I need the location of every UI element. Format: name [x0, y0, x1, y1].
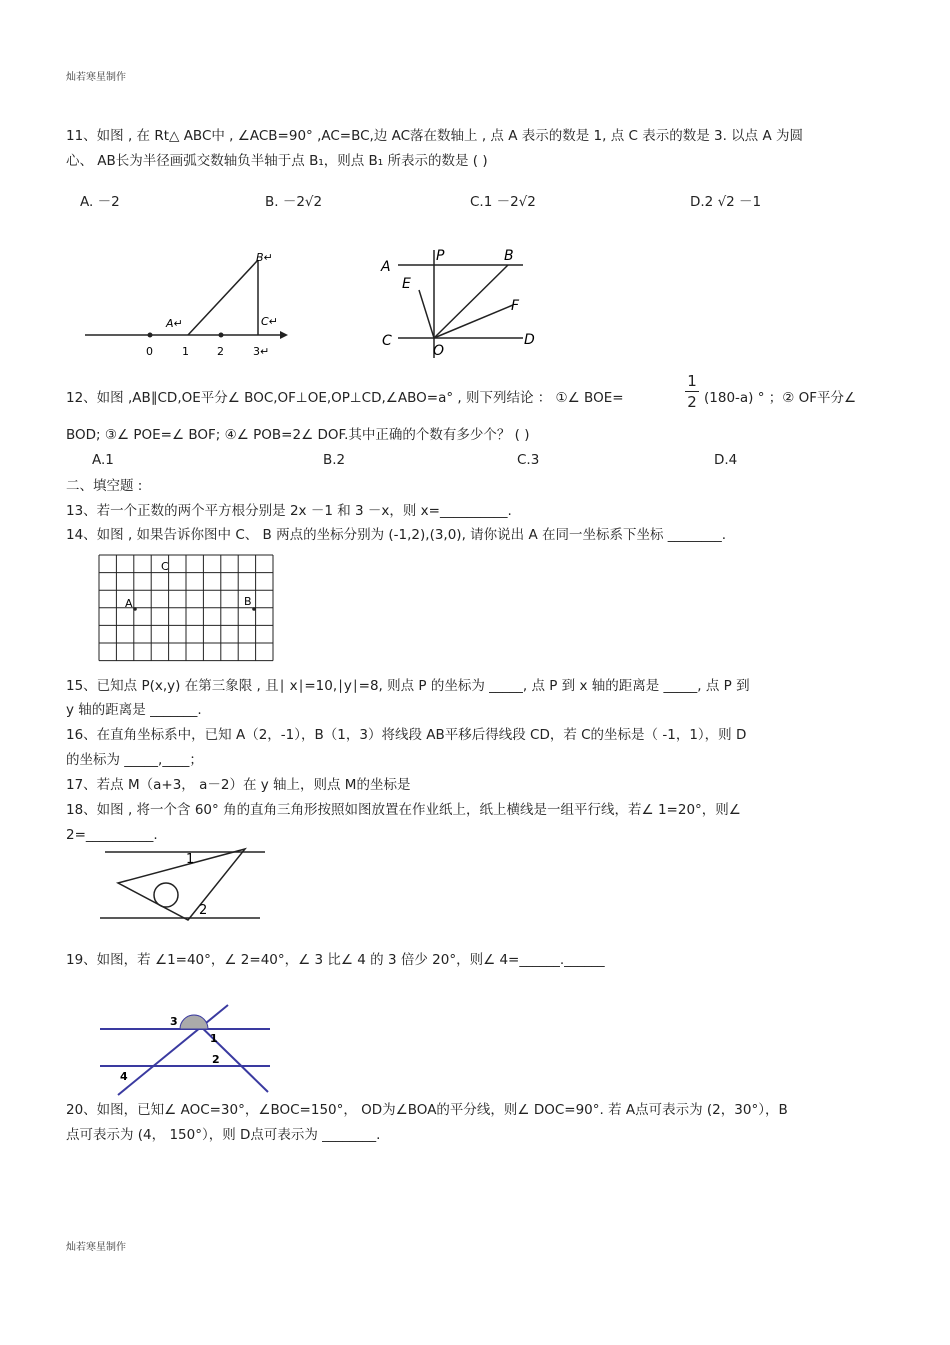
- q11-angle-figure: [378, 240, 548, 365]
- q14-grid-label-b: B: [244, 595, 252, 608]
- q15-line2: y 轴的距离是 _______.: [66, 702, 202, 718]
- q11-number-line-figure: [80, 245, 290, 365]
- q11-fig1-label-b: B↵: [256, 251, 273, 264]
- q11-fig2-label-a: A: [381, 259, 391, 275]
- q11-fig2-label-e: E: [402, 276, 411, 292]
- q11-fig2-label-f: F: [511, 298, 520, 314]
- q20-line2: 点可表示为 (4， 150°），则 D点可表示为 ________.: [66, 1127, 381, 1143]
- q14-grid-label-a: A: [125, 597, 133, 610]
- q11-fig2-label-p: P: [436, 248, 445, 264]
- q12-fraction-denominator: 2: [687, 393, 697, 411]
- q11-line1: 11、如图 , 在 Rt△ ABC中 , ∠ACB=90° ,AC=BC,边 AC落在数轴上 , 点 A 表示的数是 1, 点 C 表示的数是 3. 以点 A 为圆: [66, 128, 803, 144]
- q18-fig-label-1: 1: [186, 852, 195, 867]
- q19-text: 19、如图，若 ∠1=40°，∠ 2=40°，∠ 3 比∠ 4 的 3 倍少 20°，则∠ 4=______.______: [66, 952, 605, 968]
- q11-fig1-tick-0: 0: [146, 345, 153, 358]
- q19-fig-label-3: 3: [170, 1015, 178, 1028]
- q16-line2: 的坐标为 _____,____；: [66, 752, 203, 768]
- q11-option-c: C.1 －2√2: [470, 194, 536, 210]
- q11-fig1-tick-2: 2: [217, 345, 224, 358]
- section-fill-in: 二、填空题 :: [66, 478, 143, 494]
- q19-fig-label-2: 2: [212, 1053, 220, 1066]
- q11-option-a: A. －2: [80, 194, 120, 210]
- q12-fraction: [685, 372, 699, 411]
- q12-option-b: B.2: [323, 452, 346, 468]
- q11-line2: 心、 AB长为半径画弧交数轴负半轴于点 B₁，则点 B₁ 所表示的数是 ( ): [66, 153, 488, 169]
- q13-text: 13、若一个正数的两个平方根分别是 2x －1 和 3 －x，则 x=__________.: [66, 503, 512, 519]
- q12-option-a: A.1: [92, 452, 114, 468]
- q12-fraction-numerator: 1: [687, 372, 697, 390]
- page-footer: 灿若寒星制作: [66, 1242, 126, 1253]
- q19-fig-label-4: 4: [120, 1070, 128, 1083]
- q18-fig-label-2: 2: [199, 903, 208, 918]
- q20-line1: 20、如图，已知∠ AOC=30°，∠BOC=150°， OD为∠BOA的平分线，则∠ DOC=90°. 若 A点可表示为 (2，30°），B: [66, 1102, 788, 1118]
- q18-triangle-figure: [100, 845, 270, 930]
- q11-option-b: B. －2√2: [265, 194, 323, 210]
- q11-fig2-label-o: O: [433, 343, 445, 359]
- q11-fig1-tick-3: 3↵: [253, 345, 270, 358]
- q11-fig1-label-c: C↵: [261, 315, 278, 328]
- q11-fig1-tick-1: 1: [182, 345, 189, 358]
- q11-fig2-label-b: B: [504, 248, 514, 264]
- q15-line1: 15、已知点 P(x,y) 在第三象限 , 且∣ x∣=10,∣y∣=8, 则点 P 的坐标为 _____, 点 P 到 x 轴的距离是 _____, 点 P 到: [66, 678, 750, 694]
- q12-line1-a: 12、如图 ,AB∥CD,OE平分∠ BOC,OF⊥OE,OP⊥CD,∠ABO=a° , 则下列结论 ： ①∠ BOE=: [66, 390, 624, 406]
- q11-fig1-label-a: A↵: [166, 317, 183, 330]
- q18-line2: 2=__________.: [66, 827, 158, 843]
- q14-text: 14、如图 , 如果告诉你图中 C、 B 两点的坐标分别为 (-1,2),(3,0), 请你说出 A 在同一坐标系下坐标 ________.: [66, 527, 727, 543]
- q19-parallel-lines-figure: [98, 1000, 278, 1100]
- q17-text: 17、若点 M（a+3， a－2）在 y 轴上，则点 M的坐标是: [66, 777, 411, 793]
- q11-option-d: D.2 √2 －1: [690, 194, 762, 210]
- q18-line1: 18、如图 , 将一个含 60° 角的直角三角形按照如图放置在作业纸上，纸上横线是一组平行线，若∠ 1=20°，则∠: [66, 802, 741, 818]
- q12-line1-b: (180-a) ° ；② OF平分∠: [704, 390, 857, 406]
- q11-fig2-label-d: D: [524, 332, 535, 348]
- q12-fraction-bar: [685, 391, 699, 392]
- q14-grid-figure: [98, 553, 278, 665]
- q11-fig2-label-c: C: [382, 333, 392, 349]
- q14-grid-label-c: C: [161, 560, 169, 573]
- q19-fig-label-1: 1: [210, 1032, 218, 1045]
- q16-line1: 16、在直角坐标系中，已知 A（2，-1），B（1，3）将线段 AB平移后得线段 CD，若 C的坐标是（ -1，1），则 D: [66, 727, 747, 743]
- q12-option-c: C.3: [517, 452, 540, 468]
- q12-option-d: D.4: [714, 452, 738, 468]
- q12-line2: BOD; ③∠ POE=∠ BOF; ④∠ POB=2∠ DOF.其中正确的个数有多少个？ ( ): [66, 427, 530, 443]
- page-header: 灿若寒星制作: [66, 72, 126, 83]
